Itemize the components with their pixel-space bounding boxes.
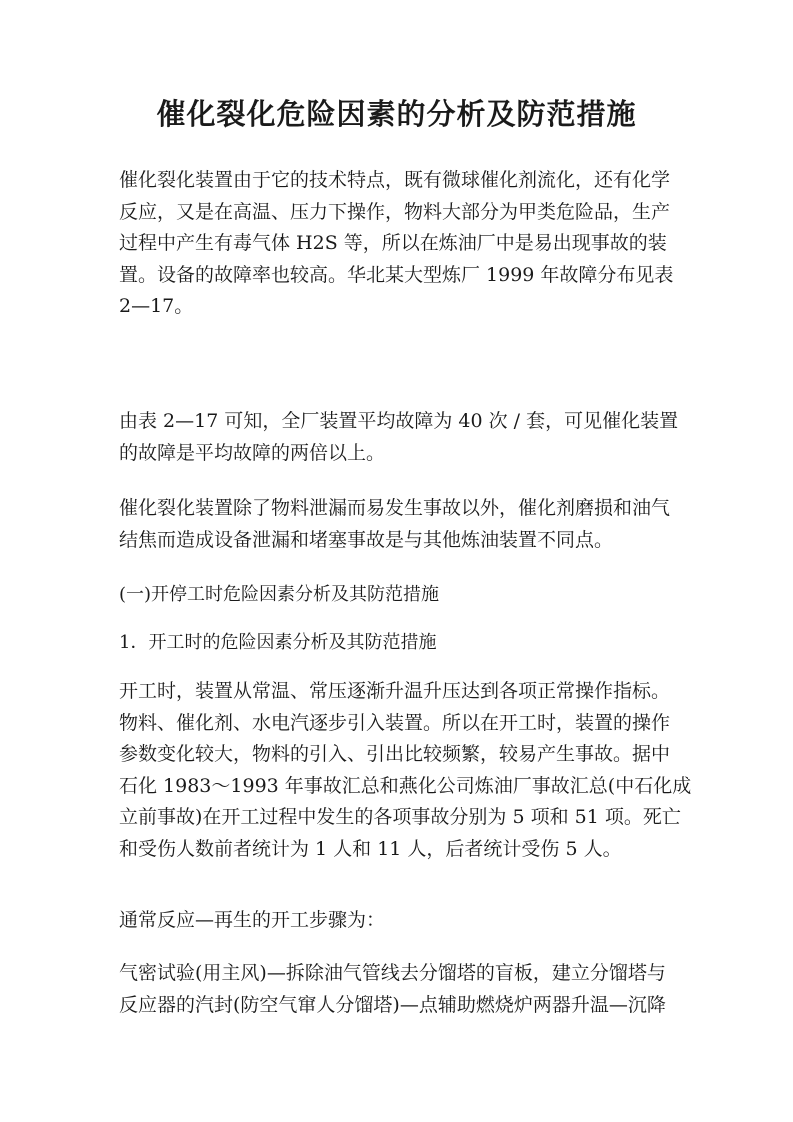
paragraph-fault-summary — [119, 406, 679, 469]
text-line: 由表 2—17 可知，全厂装置平均故障为 40 次 / 套，可见催化装置 — [119, 410, 679, 432]
text-line: 置。设备的故障率也较高。华北某大型炼厂 1999 年故障分布见表 — [119, 263, 674, 286]
text-line: 结焦而造成设备泄漏和堵塞事故是与其他炼油装置不同点。 — [119, 528, 614, 551]
text-line: 通常反应—再生的开工步骤为： — [119, 909, 386, 931]
paragraph-startup-steps — [119, 958, 679, 1021]
paragraph-intro — [119, 165, 679, 323]
text-line: 过程中产生有毒气体 H2S 等，所以在炼油厂中是易出现事故的装 — [119, 232, 667, 254]
text-line: 反应，又是在高温、压力下操作，物料大部分为甲类危险品，生产 — [119, 200, 671, 223]
subsection-heading: 1．开工时的危险因素分析及其防范措施 — [119, 632, 437, 653]
text-line: 开工时，装置从常温、常压逐渐升温升压达到各项正常操作指标。 — [119, 680, 671, 702]
text-line: 反应器的汽封(防空气窜人分馏塔)—点辅助燃烧炉两器升温—沉降 — [119, 993, 666, 1016]
section-heading: (一)开停工时危险因素分析及其防范措施 — [119, 584, 440, 605]
text-line: 2—17。 — [119, 295, 194, 317]
document-title: 催化裂化危险因素的分析及防范措施 — [156, 97, 637, 131]
text-line: 石化 1983～1993 年事故汇总和燕化公司炼油厂事故汇总(中石化成 — [119, 774, 692, 797]
text-line: 催化裂化装置由于它的技术特点，既有微球催化剂流化，还有化学 — [119, 169, 671, 191]
text-line: 和受伤人数前者统计为 1 人和 11 人，后者统计受伤 5 人。 — [119, 837, 622, 860]
text-line: 催化裂化装置除了物料泄漏而易发生事故以外，催化剂磨损和油气 — [119, 497, 671, 519]
paragraph-startup-steps-intro — [119, 905, 679, 937]
text-line: 气密试验(用主风)—拆除油气管线去分馏塔的盲板，建立分馏塔与 — [119, 962, 666, 984]
text-line: 的故障是平均故障的两倍以上。 — [119, 441, 386, 464]
text-line: 参数变化较大，物料的引入、引出比较频繁，较易产生事故。据中 — [119, 743, 671, 765]
text-line: 立前事故)在开工过程中发生的各项事故分别为 5 项和 51 项。死亡 — [119, 806, 681, 828]
text-line: 物料、催化剂、水电汽逐步引入装置。所以在开工时，装置的操作 — [119, 711, 671, 734]
paragraph-distinctive-faults — [119, 493, 679, 556]
paragraph-startup-risks — [119, 676, 692, 865]
